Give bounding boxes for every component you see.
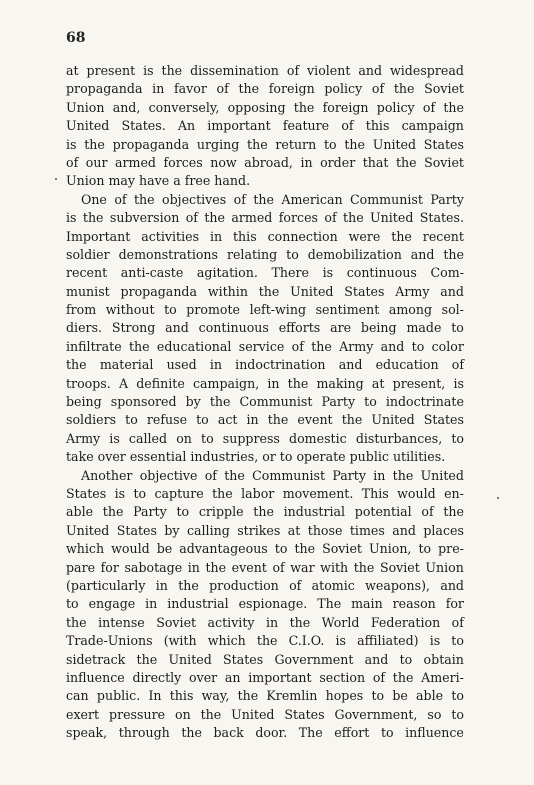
text-line: which would be advantageous to the Soviet Union, to pre- bbox=[66, 541, 464, 557]
text-line: propaganda in favor of the foreign policy of the Soviet bbox=[66, 81, 464, 97]
text-line: the intense Soviet activity in the World Federation of bbox=[66, 614, 464, 630]
text-line: United States. An important feature of this campaign bbox=[66, 118, 464, 134]
text-line: pare for sabotage in the event of war with the Soviet Union bbox=[66, 559, 464, 575]
text-line: of our armed forces now abroad, in order that the Soviet bbox=[66, 154, 464, 170]
print-speck bbox=[497, 497, 499, 499]
text-line: is the subversion of the armed forces of the United States. bbox=[66, 210, 464, 226]
text-line: being sponsored by the Communist Party to indoctrinate bbox=[66, 394, 464, 410]
text-line: exert pressure on the United States Government, so to bbox=[66, 706, 464, 722]
page-number: 68 bbox=[66, 30, 86, 46]
text-line: Trade-Unions (with which the C.I.O. is affiliated) is to bbox=[66, 633, 464, 649]
text-line: sidetrack the United States Government and to obtain bbox=[66, 651, 464, 667]
print-speck bbox=[55, 178, 57, 180]
text-line: is the propaganda urging the return to the United States bbox=[66, 136, 464, 152]
text-line: munist propaganda within the United States Army and bbox=[66, 283, 464, 299]
text-line: States is to capture the labor movement. This would en- bbox=[66, 485, 464, 501]
text-line: recent anti-caste agitation. There is continuous Com- bbox=[66, 265, 464, 281]
text-line: (particularly in the production of atomic weapons), and bbox=[66, 577, 464, 593]
text-line: Important activities in this connection were the recent bbox=[66, 228, 464, 244]
text-line: can public. In this way, the Kremlin hopes to be able to bbox=[66, 688, 464, 704]
text-line: Army is called on to suppress domestic disturbances, to bbox=[66, 430, 464, 446]
text-line: One of the objectives of the American Communist Party bbox=[81, 191, 464, 207]
text-line: infiltrate the educational service of the Army and to color bbox=[66, 338, 464, 354]
text-line: troops. A definite campaign, in the making at present, is bbox=[66, 375, 464, 391]
text-line: at present is the dissemination of violent and widespread bbox=[66, 63, 464, 78]
text-line: take over essential industries, or to operate public utilities. bbox=[66, 449, 446, 465]
text-line: soldier demonstrations relating to demobilization and the bbox=[66, 246, 464, 262]
text-line: from without to promote left-wing sentiment among sol- bbox=[66, 302, 464, 318]
text-line: Union and, conversely, opposing the foreign policy of the bbox=[66, 99, 464, 115]
body-text bbox=[66, 62, 464, 742]
text-line: United States by calling strikes at those times and places bbox=[66, 522, 464, 538]
text-line: speak, through the back door. The effort to influence bbox=[66, 725, 464, 741]
text-line: Union may have a free hand. bbox=[66, 173, 251, 189]
text-line: diers. Strong and continuous efforts are being made to bbox=[66, 320, 464, 336]
text-line: the material used in indoctrination and education of bbox=[66, 357, 464, 373]
text-line: able the Party to cripple the industrial potential of the bbox=[66, 504, 464, 520]
text-line: Another objective of the Communist Party in the United bbox=[81, 467, 464, 483]
text-line: influence directly over an important section of the Ameri- bbox=[66, 669, 464, 685]
text-line: soldiers to refuse to act in the event the United States bbox=[66, 412, 464, 428]
text-line: to engage in industrial espionage. The main reason for bbox=[66, 596, 464, 612]
